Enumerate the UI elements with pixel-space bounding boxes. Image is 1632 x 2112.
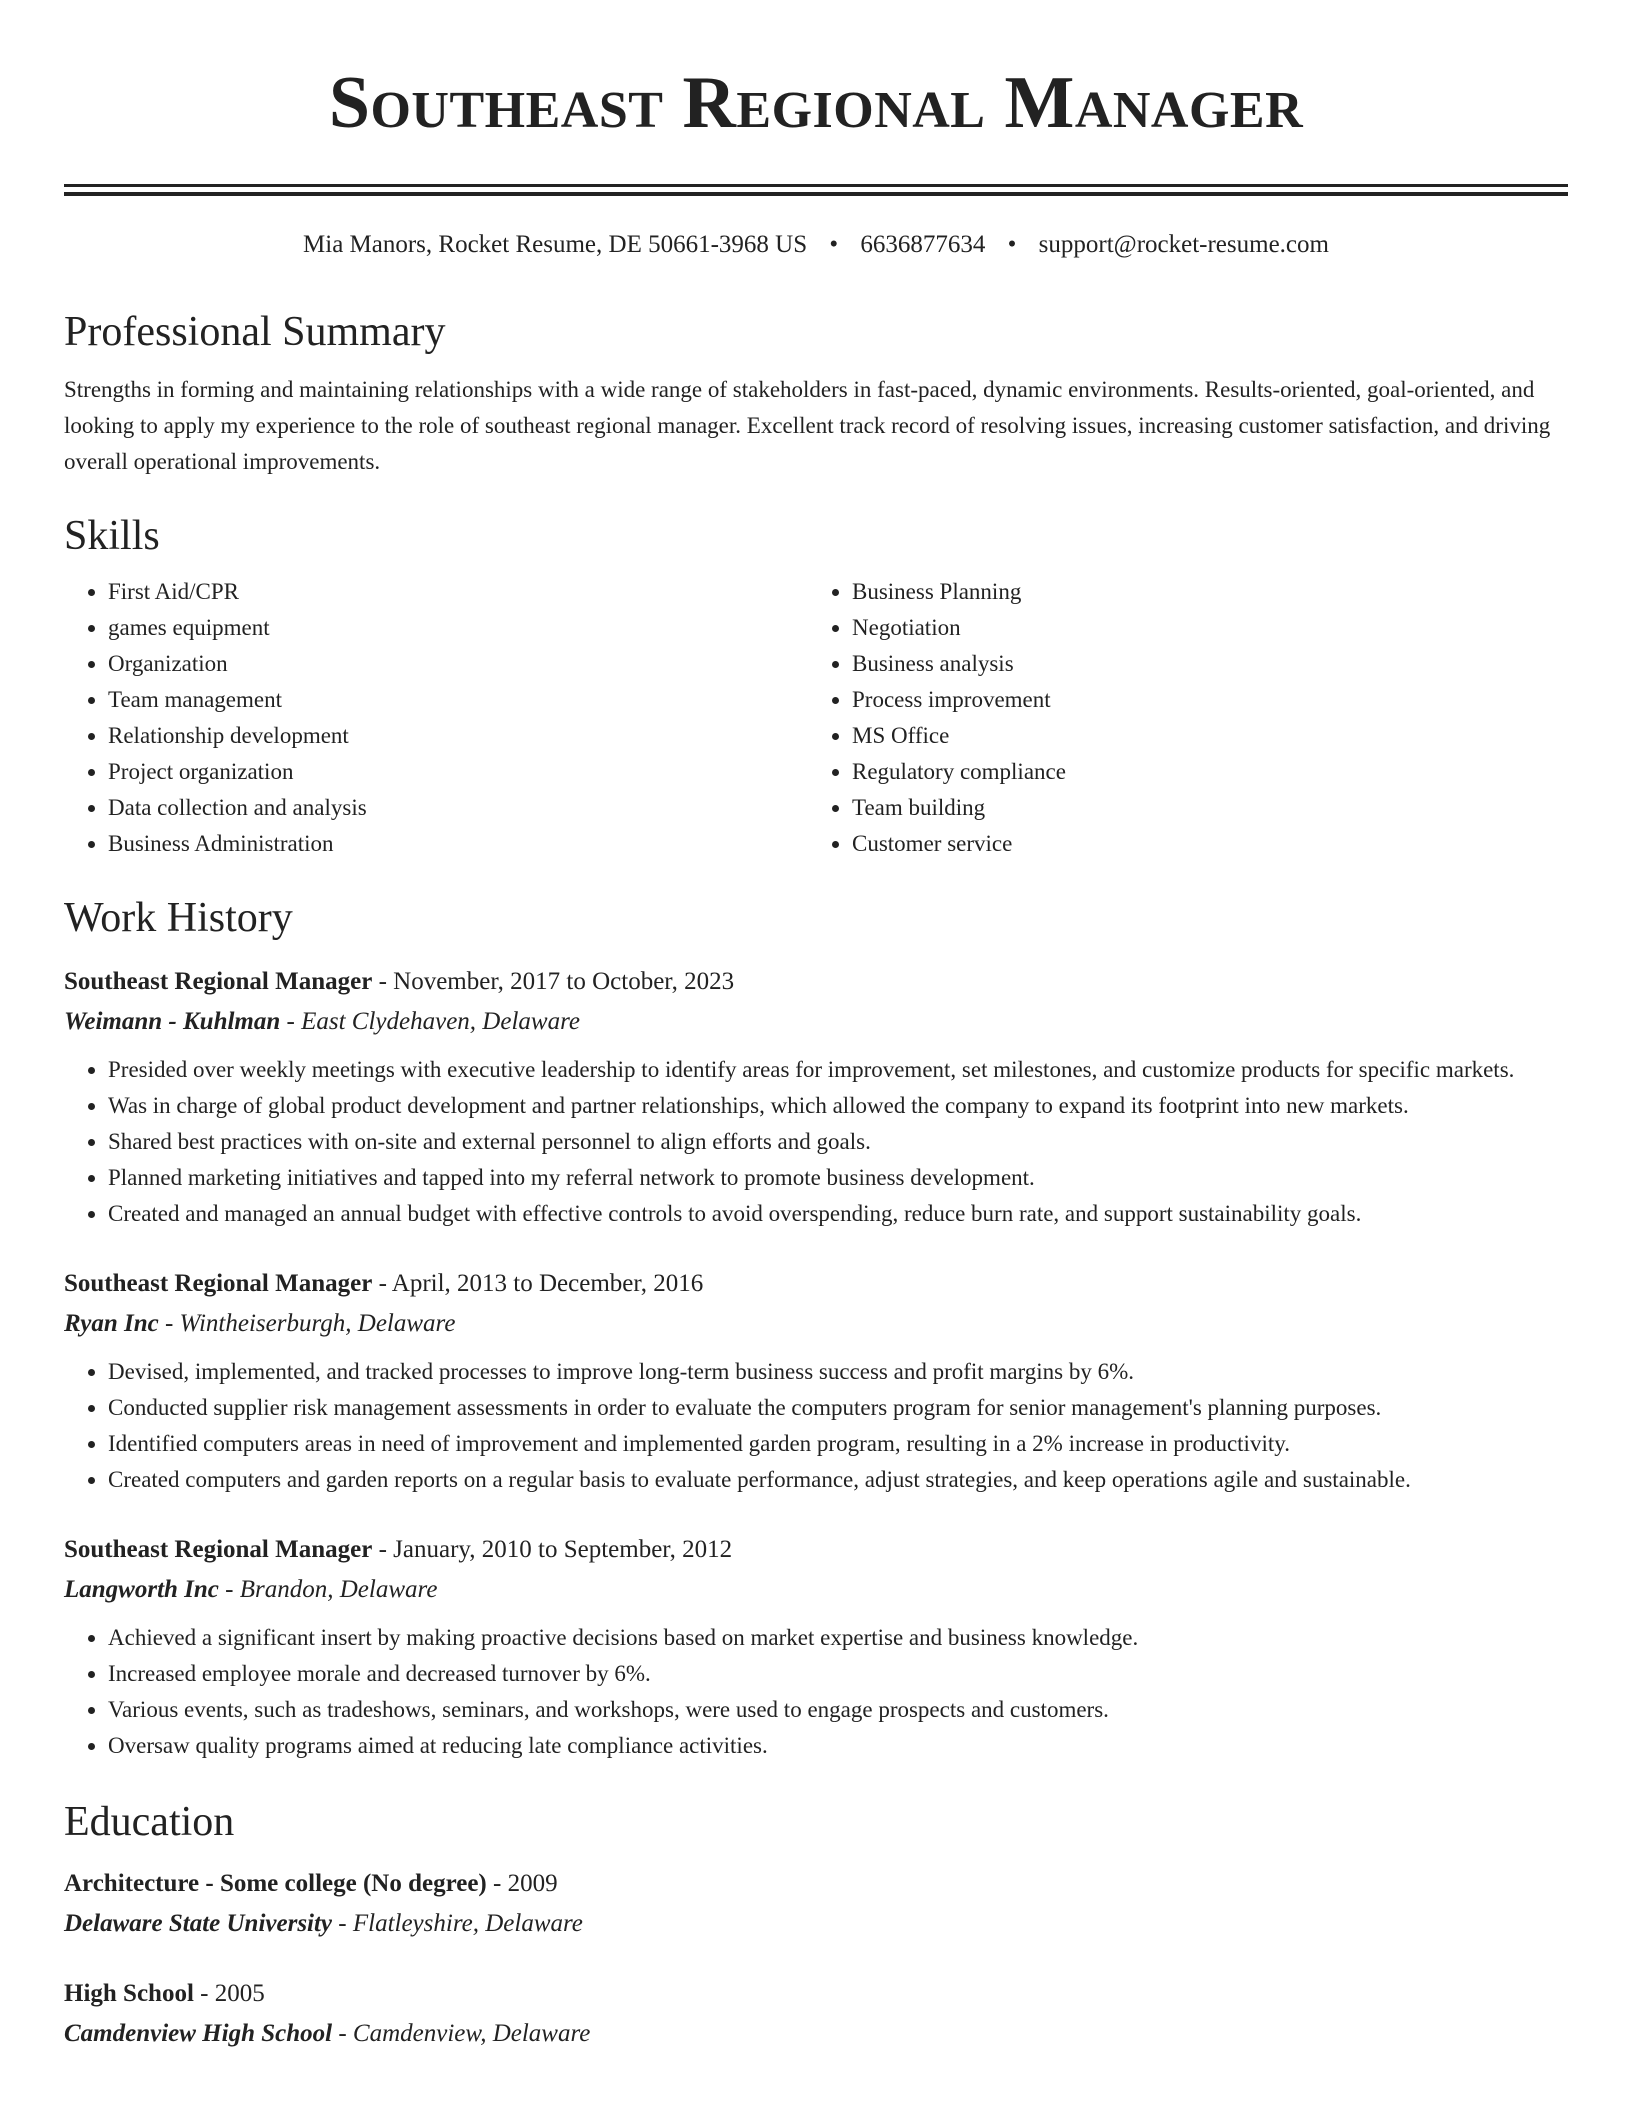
job-title-line [64,1530,1568,1570]
job-bullet: • Devised, implemented, and tracked processes to improve long-term business success and profit margins by 6%. [108,1354,1568,1390]
job-bullet: • Identified computers areas in need of improvement and implemented garden program, resulting in a 2% increase in productivity. [108,1426,1568,1462]
job-location: - Brandon, Delaware [218,1576,438,1603]
education-location: - Camdenview, Delaware [332,2020,591,2047]
education-year: - 2009 [486,1870,558,1897]
job-bullet: • Various events, such as tradeshows, seminars, and workshops, were used to engage prospects and customers. [108,1692,1568,1728]
job-company-line [64,1570,1568,1610]
skill-item: • Relationship development [108,718,808,754]
job-company: Ryan Inc [64,1310,159,1337]
job-bullets [64,1354,1568,1498]
education-school-line [64,2014,1568,2054]
job-bullet: • Shared best practices with on-site and external personnel to align efforts and goals. [108,1124,1568,1160]
job-entry [64,962,1568,1232]
contact-line [64,228,1568,262]
job-bullet: • Created and managed an annual budget with effective controls to avoid overspending, reduce burn rate, and support sustainability goals. [108,1196,1568,1232]
job-company-line [64,1304,1568,1344]
job-title-line [64,1264,1568,1304]
contact-phone: 6636877634 [860,231,986,258]
skill-item: • Customer service [852,826,1552,862]
job-bullet: • Increased employee morale and decreased turnover by 6%. [108,1656,1568,1692]
skill-item: • Organization [108,646,808,682]
education-degree-line [64,1974,1568,2014]
education-year: - 2005 [193,1980,265,2007]
education-degree: High School [64,1980,194,2007]
job-location: - East Clydehaven, Delaware [280,1008,580,1035]
summary-text: Strengths in forming and maintaining relationships with a wide range of stakeholders in fast-paced, dynamic environments. Results-oriented, goal-oriented, and looking to apply my experience to the role of southeast regional manager. Excellent track record of resolving issues, increasing customer satisfaction, and driving overall operational improvements. [64,377,1551,474]
job-company: Langworth Inc [64,1576,219,1603]
contact-separator: • [829,231,839,258]
job-bullet: • Created computers and garden reports on a regular basis to evaluate performance, adjust strategies, and keep operations agile and sustainable. [108,1462,1568,1498]
job-title: Southeast Regional Manager [64,968,373,995]
contact-address: Mia Manors, Rocket Resume, DE 50661-3968 US [303,231,808,258]
education-school: Camdenview High School [64,2020,333,2047]
summary-heading: Professional Summary [64,309,446,355]
job-dates: - April, 2013 to December, 2016 [372,1270,704,1297]
skill-item: • Project organization [108,754,808,790]
job-company-line [64,1002,1568,1042]
education-degree-line [64,1864,1568,1904]
job-dates: - January, 2010 to September, 2012 [372,1536,733,1563]
skill-item: • Team building [852,790,1552,826]
skill-item: • Business Administration [108,826,808,862]
job-bullet: • Achieved a significant insert by making proactive decisions based on market expertise and business knowledge. [108,1620,1568,1656]
skills-heading: Skills [64,513,160,559]
skill-item: • Regulatory compliance [852,754,1552,790]
job-bullet: • Conducted supplier risk management assessments in order to evaluate the computers program for senior management's planning purposes. [108,1390,1568,1426]
job-bullets [64,1052,1568,1232]
job-bullet: • Planned marketing initiatives and tapped into my referral network to promote business development. [108,1160,1568,1196]
skill-item: • Negotiation [852,610,1552,646]
skill-item: • Team management [108,682,808,718]
skills-list-left [64,574,808,862]
contact-separator: • [1007,231,1017,258]
job-title: Southeast Regional Manager [64,1536,373,1563]
education-entry [64,1974,1568,2054]
job-entry [64,1264,1568,1498]
education-degree: Architecture - Some college (No degree) [64,1870,487,1897]
job-bullets [64,1620,1568,1764]
skills-list-right [808,574,1552,862]
title-divider [64,184,1568,196]
education-heading: Education [64,1799,235,1845]
education-entry [64,1864,1568,1944]
resume-title: Southeast Regional Manager [328,62,1304,144]
skills-columns [64,574,1568,862]
skill-item: • First Aid/CPR [108,574,808,610]
education-school: Delaware State University [64,1910,333,1937]
skill-item: • Business analysis [852,646,1552,682]
job-location: - Wintheiserburgh, Delaware [158,1310,456,1337]
job-entry [64,1530,1568,1764]
work-history-heading: Work History [64,895,293,941]
job-dates: - November, 2017 to October, 2023 [372,968,735,995]
job-company: Weimann - Kuhlman [64,1008,281,1035]
job-title: Southeast Regional Manager [64,1270,373,1297]
job-bullet: • Was in charge of global product development and partner relationships, which allowed the company to expand its footprint into new markets. [108,1088,1568,1124]
contact-email: support@rocket-resume.com [1038,231,1329,258]
skill-item: • MS Office [852,718,1552,754]
skill-item: • Business Planning [852,574,1552,610]
job-title-line [64,962,1568,1002]
skill-item: • games equipment [108,610,808,646]
resume-page [64,0,1568,2054]
skill-item: • Data collection and analysis [108,790,808,826]
job-bullet: • Presided over weekly meetings with executive leadership to identify areas for improvement, set milestones, and customize products for specific markets. [108,1052,1568,1088]
education-school-line [64,1904,1568,1944]
skill-item: • Process improvement [852,682,1552,718]
job-bullet: • Oversaw quality programs aimed at reducing late compliance activities. [108,1728,1568,1764]
education-location: - Flatleyshire, Delaware [332,1910,583,1937]
